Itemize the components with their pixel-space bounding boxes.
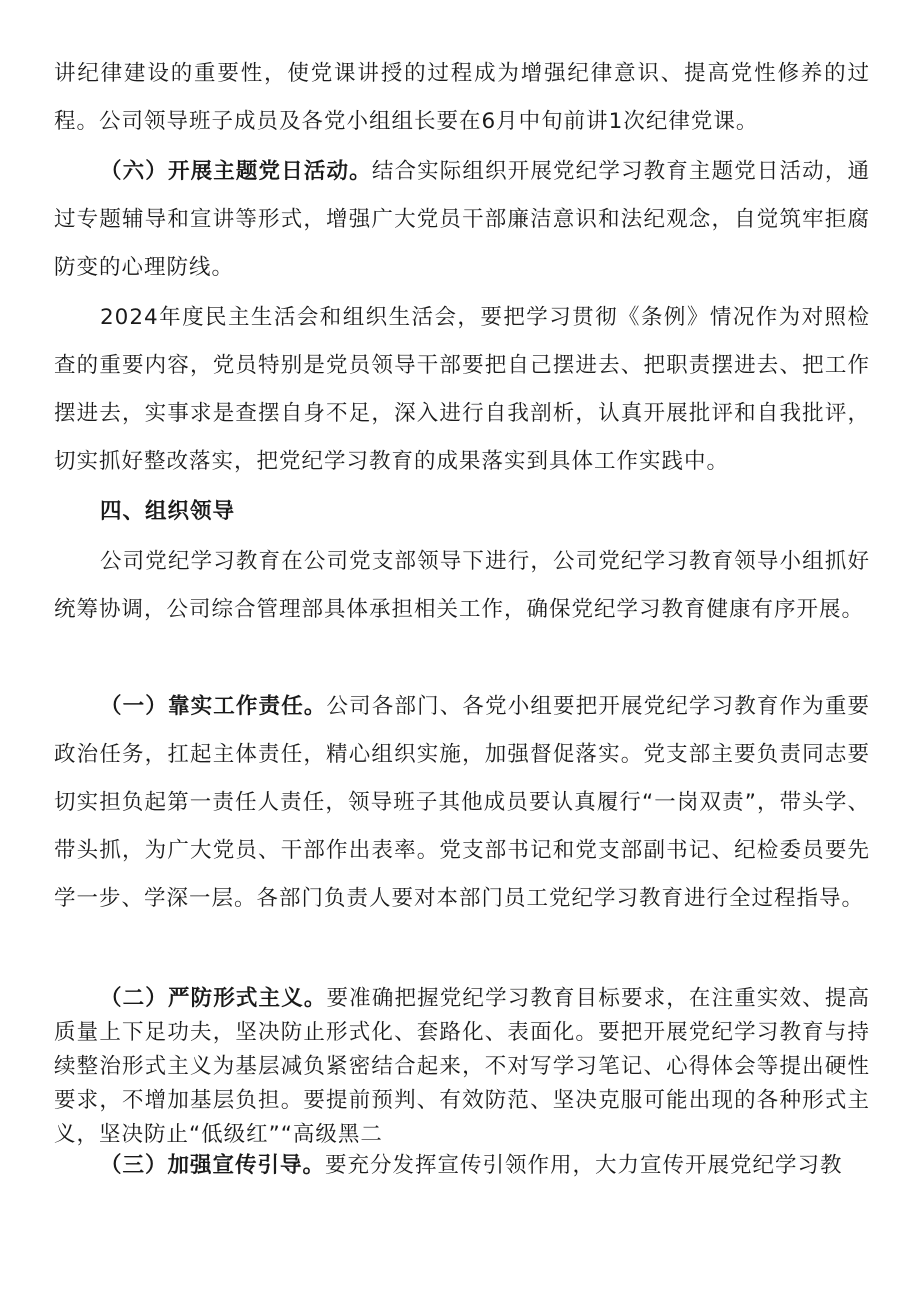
section-heading: 四、组织领导 bbox=[100, 499, 236, 524]
paragraph-organization bbox=[54, 538, 870, 634]
paragraph-publicity bbox=[54, 1142, 870, 1190]
paragraph-text: 讲纪律建设的重要性，使党课讲授的过程成为增强纪律意识、提高党性修养的过程。公司领导班子成员及各党小组组长要在6月中旬前讲1次纪律党课。 bbox=[54, 61, 870, 134]
paragraph-text: 要准确把握党纪学习教育目标要求，在注重实效、提高质量上下足功夫，坚决防止形式化、套路化、表面化。要把开展党纪学习教育与持续整治形式主义为基层减负紧密结合起来，不对写学习笔记、心得体会等提出硬性要求，不增加基层负担。要提前预判、有效防范、坚决克服可能出现的各种形式主义，坚决防止“低级红”“高级黑二 bbox=[54, 986, 870, 1147]
paragraph-text: 结合实际组织开展党纪学习教育主题党日活动，通过专题辅导和宣讲等形式，增强广大党员干部廉洁意识和法纪观念，自觉筑牢拒腐防变的心理防线。 bbox=[54, 159, 870, 280]
paragraph-formalism bbox=[54, 982, 870, 1152]
paragraph-lead: （三）加强宣传引导。 bbox=[100, 1153, 326, 1178]
paragraph-text: 公司党纪学习教育在公司党支部领导下进行，公司党纪学习教育领导小组抓好统筹协调，公司综合管理部具体承担相关工作，确保党纪学习教育健康有序开展。 bbox=[54, 549, 870, 622]
paragraph-theme-day bbox=[54, 148, 870, 292]
paragraph-life-meeting bbox=[54, 294, 870, 486]
paragraph-lead: （二）严防形式主义。 bbox=[100, 986, 327, 1011]
paragraph-lead: （一）靠实工作责任。 bbox=[100, 694, 327, 719]
paragraph-text: 2024年度民主生活会和组织生活会，要把学习贯彻《条例》情况作为对照检查的重要内容，党员特别是党员领导干部要把自己摆进去、把职责摆进去、把工作摆进去，实事求是查摆自身不足，深入进行自我剖析，认真开展批评和自我批评，切实抓好整改落实，把党纪学习教育的成果落实到具体工作实践中。 bbox=[54, 305, 870, 474]
paragraph-party-lecture bbox=[54, 50, 870, 146]
paragraph-text: 要充分发挥宣传引领作用，大力宣传开展党纪学习教 bbox=[325, 1153, 843, 1178]
paragraph-responsibility bbox=[54, 683, 870, 923]
paragraph-text: 公司各部门、各党小组要把开展党纪学习教育作为重要政治任务，扛起主体责任，精心组织实施，加强督促落实。党支部主要负责同志要切实担负起第一责任人责任，领导班子其他成员要认真履行“一岗双责”，带头学、带头抓，为广大党员、干部作出表率。党支部书记和党支部副书记、纪检委员要先学一步、学深一层。各部门负责人要对本部门员工党纪学习教育进行全过程指导。 bbox=[54, 694, 870, 911]
paragraph-lead: （六）开展主题党日活动。 bbox=[100, 159, 372, 184]
